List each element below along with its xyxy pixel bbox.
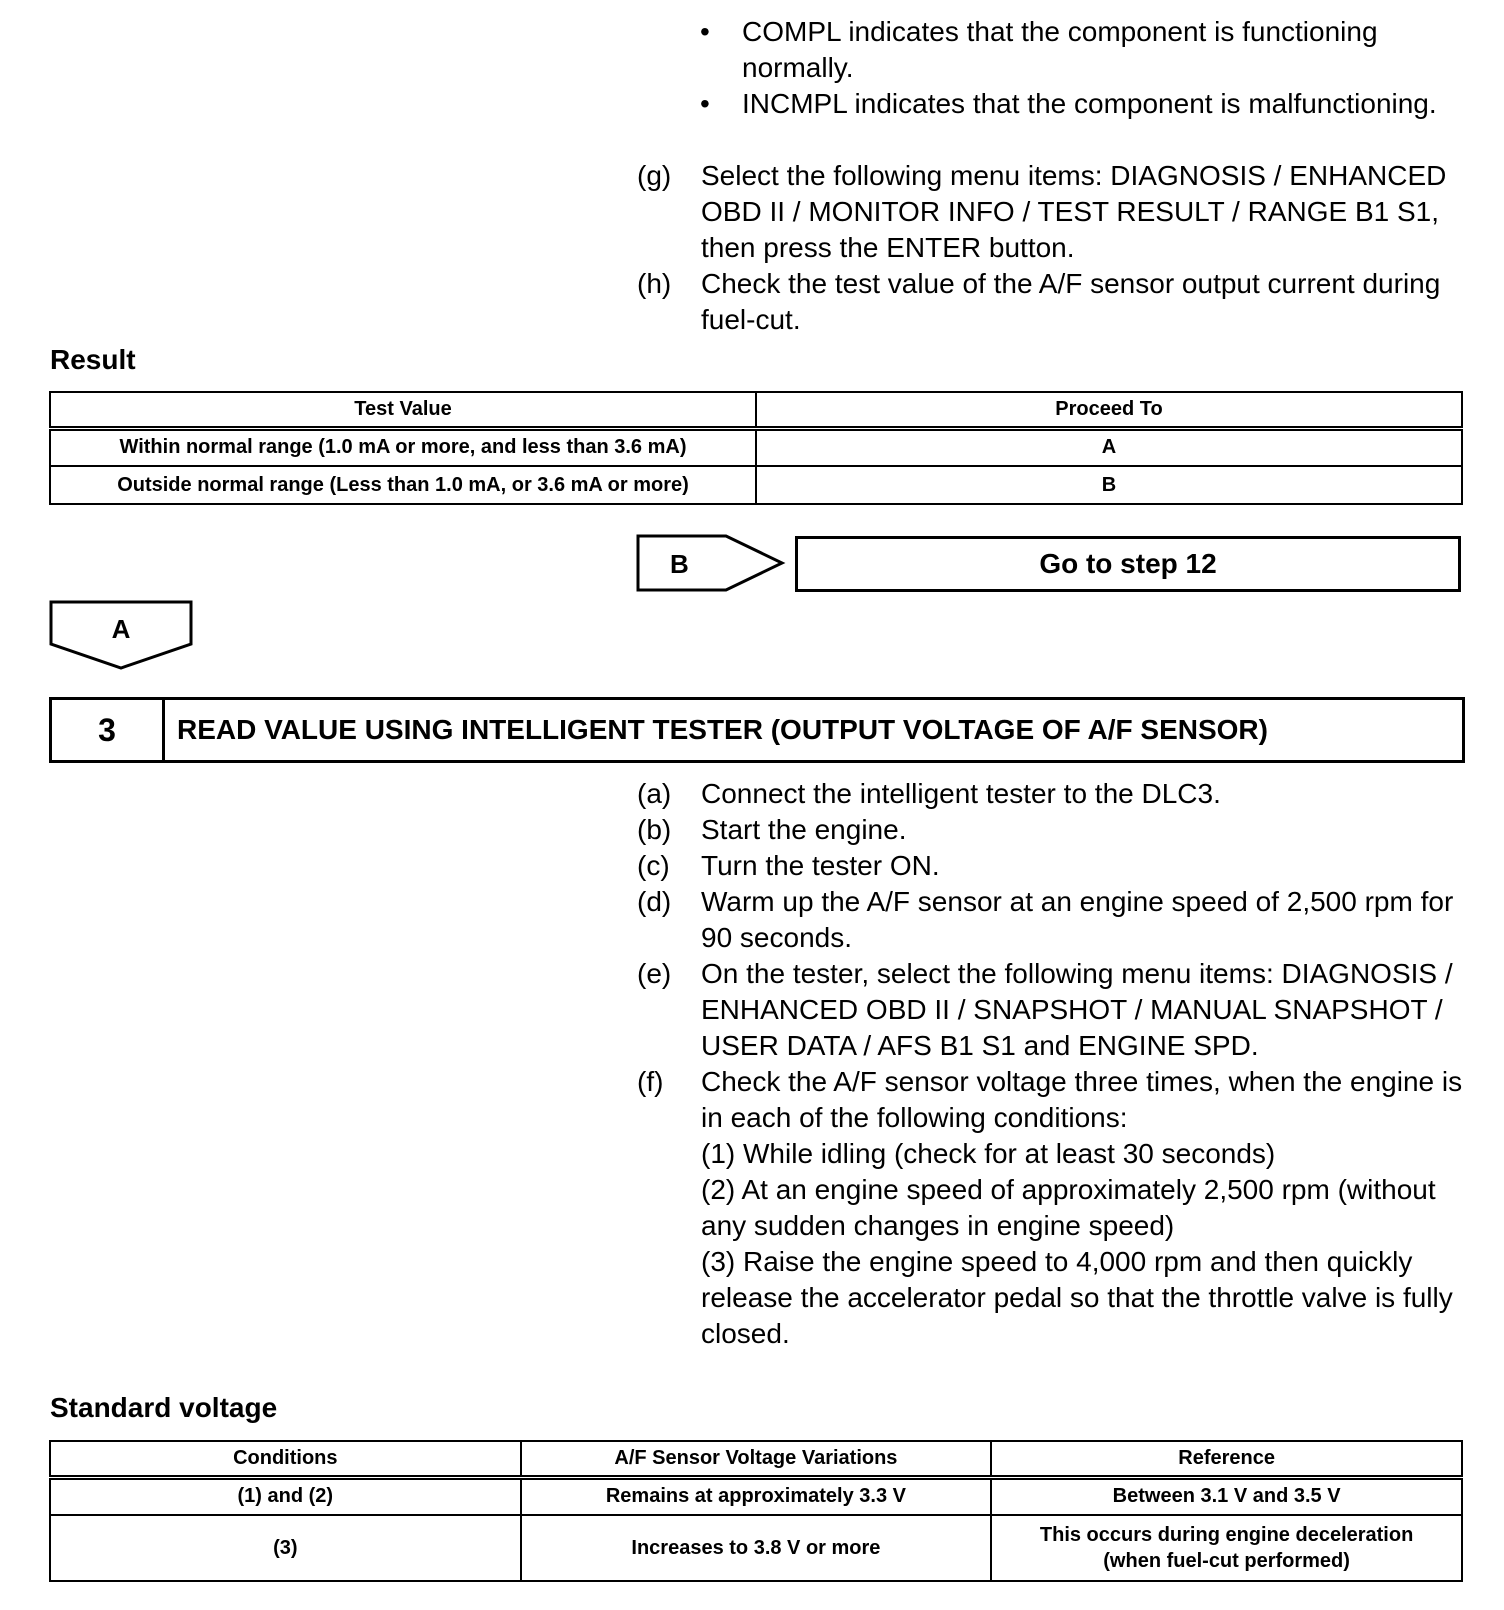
- step-text: Check the test value of the A/F sensor output current during fuel-cut.: [701, 268, 1441, 335]
- step-item: [637, 776, 1467, 812]
- standard-voltage-table: [49, 1440, 1463, 1582]
- branch-a-label: A: [111, 614, 131, 644]
- step-text: Select the following menu items: DIAGNOSIS / ENHANCED OBD II / MONITOR INFO / TEST RESULT / RANGE B1 S1, then press the ENTER button.: [701, 160, 1447, 263]
- result-heading: Result: [50, 344, 136, 375]
- step-item: [637, 812, 1467, 848]
- step-label: (d): [637, 886, 672, 917]
- step-label: (a): [637, 778, 672, 809]
- bullet-dot: •: [700, 88, 710, 119]
- bullet-dot: •: [700, 16, 710, 47]
- step-label: (e): [637, 958, 672, 989]
- status-bullet-list: [700, 14, 1460, 122]
- step-label: (f): [637, 1066, 664, 1097]
- step-label: (h): [637, 268, 672, 299]
- condition-item: (3) Raise the engine speed to 4,000 rpm and then quickly release the accelerator pedal so that the throttle valve is fully closed.: [701, 1246, 1453, 1349]
- column-header: Proceed To: [756, 392, 1462, 428]
- step-item: [637, 158, 1467, 266]
- go-to-step-text: Go to step 12: [1039, 548, 1217, 579]
- step-item: [637, 956, 1467, 1064]
- top-step-list: [637, 158, 1467, 338]
- bullet-text: INCMPL indicates that the component is malfunctioning.: [742, 88, 1437, 119]
- table-cell: A: [756, 428, 1462, 466]
- bullet-text: COMPL indicates that the component is functioning normally.: [742, 16, 1378, 83]
- branch-b-label: B: [670, 549, 689, 579]
- column-header: Conditions: [50, 1441, 521, 1477]
- step-label: (g): [637, 160, 672, 191]
- condition-item: (1) While idling (check for at least 30 seconds): [701, 1138, 1276, 1169]
- bullet-item: [700, 86, 1460, 122]
- step-label: (c): [637, 850, 670, 881]
- table-cell: Remains at approximately 3.3 V: [521, 1477, 992, 1515]
- table-cell: Within normal range (1.0 mA or more, and less than 3.6 mA): [50, 428, 756, 466]
- table-row: [50, 428, 1462, 466]
- step-item: [637, 266, 1467, 338]
- column-header: A/F Sensor Voltage Variations: [521, 1441, 992, 1477]
- table-cell: This occurs during engine deceleration (when fuel-cut performed): [991, 1515, 1462, 1581]
- condition-item: (2) At an engine speed of approximately 2,500 rpm (without any sudden changes in engine speed): [701, 1174, 1436, 1241]
- table-cell: Between 3.1 V and 3.5 V: [991, 1477, 1462, 1515]
- step-item: [637, 884, 1467, 956]
- table-cell: (1) and (2): [50, 1477, 521, 1515]
- branch-a-arrow-icon: [49, 600, 195, 672]
- table-cell: Increases to 3.8 V or more: [521, 1515, 992, 1581]
- step-header: [49, 697, 1465, 763]
- step-text: Start the engine.: [701, 814, 907, 845]
- table-row: [50, 1477, 1462, 1515]
- step-text: Connect the intelligent tester to the DLC3.: [701, 778, 1221, 809]
- go-to-step-box: [795, 536, 1461, 592]
- step3-list: [637, 776, 1467, 1352]
- table-row: [50, 466, 1462, 504]
- step-number: 3: [52, 700, 165, 760]
- table-cell: Outside normal range (Less than 1.0 mA, or 3.6 mA or more): [50, 466, 756, 504]
- table-cell: B: [756, 466, 1462, 504]
- column-header: Reference: [991, 1441, 1462, 1477]
- step-label: (b): [637, 814, 672, 845]
- step-item: [637, 1064, 1467, 1352]
- result-table: [49, 391, 1463, 505]
- standard-voltage-heading: Standard voltage: [50, 1392, 278, 1423]
- bullet-item: [700, 14, 1460, 86]
- table-header-row: [50, 392, 1462, 428]
- step-title: READ VALUE USING INTELLIGENT TESTER (OUTPUT VOLTAGE OF A/F SENSOR): [177, 714, 1268, 745]
- step-text-block: [701, 1064, 1467, 1352]
- step-text: Warm up the A/F sensor at an engine speed of 2,500 rpm for 90 seconds.: [701, 886, 1454, 953]
- step-text: On the tester, select the following menu items: DIAGNOSIS / ENHANCED OBD II / SNAPSHOT / MANUAL SNAPSHOT / USER DATA / AFS B1 S1 and ENGINE SPD.: [701, 958, 1453, 1061]
- table-row: [50, 1515, 1462, 1581]
- step-item: [637, 848, 1467, 884]
- step-text: Turn the tester ON.: [701, 850, 940, 881]
- step-text: Check the A/F sensor voltage three times, when the engine is in each of the following conditions:: [701, 1066, 1463, 1133]
- table-cell: (3): [50, 1515, 521, 1581]
- table-header-row: [50, 1441, 1462, 1477]
- branch-b-arrow-icon: [636, 534, 788, 594]
- column-header: Test Value: [50, 392, 756, 428]
